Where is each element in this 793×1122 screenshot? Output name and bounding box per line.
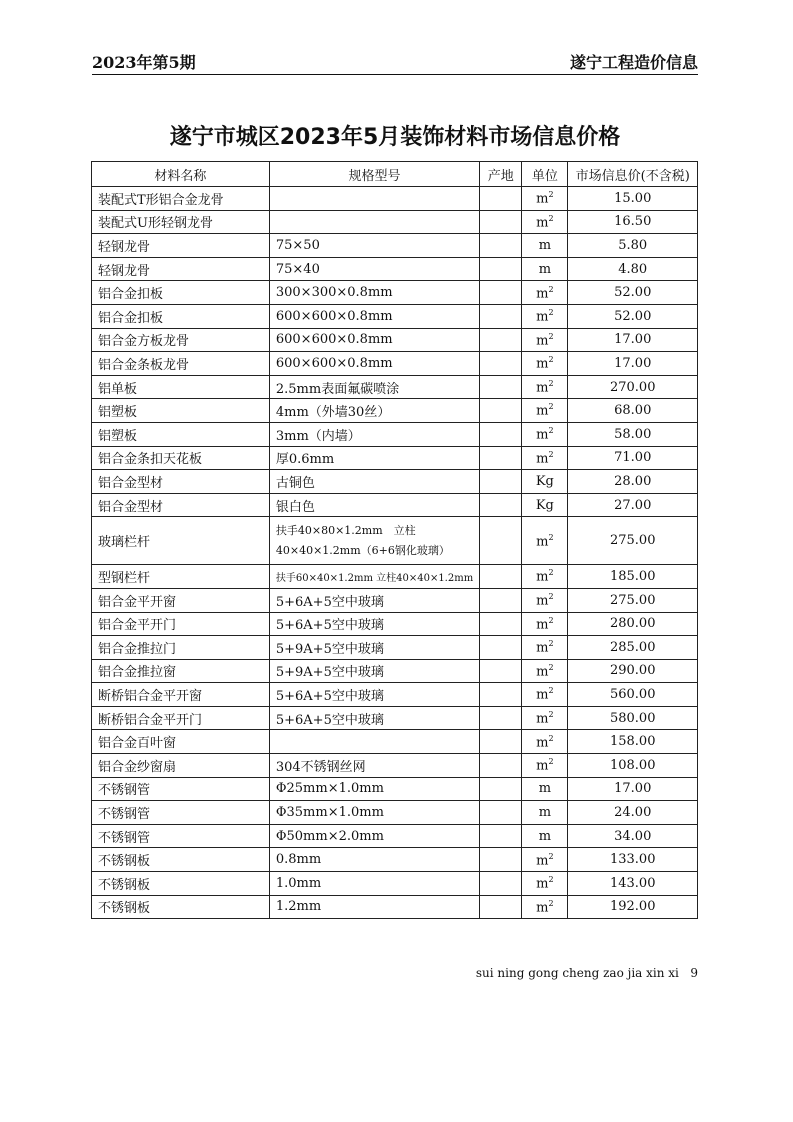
price-table-body <box>92 187 698 919</box>
material-name-cell: 装配式U形轻钢龙骨 <box>92 210 270 234</box>
material-name-cell: 型钢栏杆 <box>92 565 270 589</box>
price-cell: 24.00 <box>568 801 698 825</box>
unit-superscript: 2 <box>548 449 554 459</box>
origin-cell <box>480 588 522 612</box>
price-cell: 52.00 <box>568 281 698 305</box>
spec-cell: 5+9A+5空中玻璃 <box>269 659 479 683</box>
unit-cell <box>522 895 568 919</box>
unit-text: m <box>538 237 552 253</box>
table-row <box>92 895 698 919</box>
price-cell: 192.00 <box>568 895 698 919</box>
unit-superscript: 2 <box>548 378 554 388</box>
price-cell: 5.80 <box>568 234 698 258</box>
unit-text: m <box>536 616 549 632</box>
page-footer <box>476 966 698 980</box>
price-cell: 280.00 <box>568 612 698 636</box>
material-name-cell: 铝合金扣板 <box>92 304 270 328</box>
spec-cell: 1.2mm <box>269 895 479 919</box>
price-cell: 290.00 <box>568 659 698 683</box>
publication-name: 遂宁工程造价信息 <box>569 53 698 72</box>
unit-cell <box>522 375 568 399</box>
unit-cell <box>522 706 568 730</box>
price-cell: 68.00 <box>568 399 698 423</box>
unit-cell <box>522 612 568 636</box>
unit-text: m <box>536 640 549 656</box>
price-cell: 143.00 <box>568 872 698 896</box>
unit-text: m <box>538 828 552 844</box>
page-number: 9 <box>690 966 698 980</box>
unit-text: m <box>536 593 549 609</box>
price-cell: 27.00 <box>568 493 698 517</box>
spec-cell: Φ50mm×2.0mm <box>269 824 479 848</box>
spec-cell: 1.0mm <box>269 872 479 896</box>
unit-cell <box>522 636 568 660</box>
price-cell: 185.00 <box>568 565 698 589</box>
unit-superscript: 2 <box>548 532 554 542</box>
unit-superscript: 2 <box>548 757 554 767</box>
origin-cell <box>480 257 522 281</box>
price-cell: 133.00 <box>568 848 698 872</box>
origin-cell <box>480 824 522 848</box>
spec-cell <box>269 730 479 754</box>
price-cell: 108.00 <box>568 754 698 778</box>
unit-superscript: 2 <box>548 639 554 649</box>
spec-cell: 75×40 <box>269 257 479 281</box>
origin-cell <box>480 730 522 754</box>
table-row <box>92 565 698 589</box>
table-row <box>92 375 698 399</box>
unit-superscript: 2 <box>548 875 554 885</box>
material-name-cell: 铝合金推拉窗 <box>92 659 270 683</box>
unit-cell <box>522 777 568 801</box>
price-cell: 275.00 <box>568 517 698 565</box>
spec-cell: 5+6A+5空中玻璃 <box>269 612 479 636</box>
material-name-cell: 铝合金平开窗 <box>92 588 270 612</box>
table-row <box>92 636 698 660</box>
price-table <box>91 161 698 919</box>
origin-cell <box>480 636 522 660</box>
price-cell: 285.00 <box>568 636 698 660</box>
unit-cell <box>522 754 568 778</box>
material-name-cell: 不锈钢板 <box>92 848 270 872</box>
spec-cell: 5+9A+5空中玻璃 <box>269 636 479 660</box>
unit-text: m <box>536 333 549 349</box>
unit-cell <box>522 493 568 517</box>
spec-cell: 600×600×0.8mm <box>269 328 479 352</box>
price-cell: 270.00 <box>568 375 698 399</box>
table-row <box>92 399 698 423</box>
table-row <box>92 730 698 754</box>
price-cell: 58.00 <box>568 422 698 446</box>
column-header-price: 市场信息价(不含税) <box>568 162 698 187</box>
unit-text: m <box>536 734 549 750</box>
unit-cell <box>522 352 568 376</box>
unit-cell <box>522 234 568 258</box>
price-cell: 158.00 <box>568 730 698 754</box>
table-row <box>92 777 698 801</box>
unit-superscript: 2 <box>548 402 554 412</box>
spec-cell: 3mm（内墙） <box>269 422 479 446</box>
unit-text: m <box>536 215 549 231</box>
origin-cell <box>480 470 522 494</box>
price-cell: 275.00 <box>568 588 698 612</box>
unit-text: m <box>536 450 549 466</box>
origin-cell <box>480 517 522 565</box>
spec-cell: 古铜色 <box>269 470 479 494</box>
material-name-cell: 铝合金型材 <box>92 493 270 517</box>
table-row <box>92 659 698 683</box>
origin-cell <box>480 706 522 730</box>
material-name-cell: 不锈钢板 <box>92 872 270 896</box>
spec-cell: 75×50 <box>269 234 479 258</box>
unit-cell <box>522 187 568 211</box>
material-name-cell: 铝塑板 <box>92 422 270 446</box>
table-row <box>92 187 698 211</box>
spec-cell: 304不锈钢丝网 <box>269 754 479 778</box>
material-name-cell: 装配式T形铝合金龙骨 <box>92 187 270 211</box>
origin-cell <box>480 210 522 234</box>
unit-text: m <box>536 569 549 585</box>
price-cell: 17.00 <box>568 328 698 352</box>
price-cell: 4.80 <box>568 257 698 281</box>
unit-superscript: 2 <box>548 331 554 341</box>
unit-superscript: 2 <box>548 615 554 625</box>
unit-superscript: 2 <box>548 662 554 672</box>
unit-cell <box>522 683 568 707</box>
table-row <box>92 281 698 305</box>
origin-cell <box>480 754 522 778</box>
unit-cell <box>522 281 568 305</box>
unit-superscript: 2 <box>548 851 554 861</box>
unit-text: Kg <box>535 497 554 513</box>
spec-cell: 5+6A+5空中玻璃 <box>269 683 479 707</box>
price-cell: 17.00 <box>568 352 698 376</box>
unit-cell <box>522 848 568 872</box>
table-row <box>92 517 698 565</box>
column-header-unit: 单位 <box>522 162 568 187</box>
unit-text: Kg <box>535 473 554 489</box>
price-cell: 580.00 <box>568 706 698 730</box>
unit-cell <box>522 659 568 683</box>
price-cell: 52.00 <box>568 304 698 328</box>
material-name-cell: 铝合金条板龙骨 <box>92 352 270 376</box>
origin-cell <box>480 399 522 423</box>
table-row <box>92 304 698 328</box>
unit-superscript: 2 <box>548 213 554 223</box>
origin-cell <box>480 446 522 470</box>
unit-cell <box>522 824 568 848</box>
origin-cell <box>480 612 522 636</box>
unit-cell <box>522 730 568 754</box>
spec-cell <box>269 187 479 211</box>
price-cell: 28.00 <box>568 470 698 494</box>
origin-cell <box>480 328 522 352</box>
unit-text: m <box>536 852 549 868</box>
price-cell: 560.00 <box>568 683 698 707</box>
spec-cell: 2.5mm表面氟碳喷涂 <box>269 375 479 399</box>
price-cell: 16.50 <box>568 210 698 234</box>
table-header-row <box>92 162 698 187</box>
spec-cell: 厚0.6mm <box>269 446 479 470</box>
unit-text: m <box>536 403 549 419</box>
unit-text: m <box>536 191 549 207</box>
unit-text: m <box>536 427 549 443</box>
unit-cell <box>522 210 568 234</box>
table-row <box>92 683 698 707</box>
unit-text: m <box>538 781 552 797</box>
spec-cell: 银白色 <box>269 493 479 517</box>
unit-text: m <box>538 261 552 277</box>
origin-cell <box>480 848 522 872</box>
origin-cell <box>480 493 522 517</box>
unit-text: m <box>536 533 549 549</box>
table-row <box>92 801 698 825</box>
origin-cell <box>480 304 522 328</box>
unit-text: m <box>536 356 549 372</box>
page-title: 遂宁市城区2023年5月装饰材料市场信息价格 <box>169 125 621 150</box>
price-cell: 34.00 <box>568 824 698 848</box>
origin-cell <box>480 565 522 589</box>
spec-cell: 扶手40×80×1.2mm 立柱40×40×1.2mm（6+6钢化玻璃） <box>269 517 479 565</box>
unit-cell <box>522 304 568 328</box>
origin-cell <box>480 281 522 305</box>
unit-cell <box>522 422 568 446</box>
unit-text: m <box>536 687 549 703</box>
unit-superscript: 2 <box>548 710 554 719</box>
unit-text: m <box>536 380 549 396</box>
unit-cell <box>522 517 568 565</box>
origin-cell <box>480 375 522 399</box>
spec-cell: Φ35mm×1.0mm <box>269 801 479 825</box>
material-name-cell: 轻钢龙骨 <box>92 234 270 258</box>
unit-text: m <box>536 309 549 325</box>
unit-cell <box>522 872 568 896</box>
origin-cell <box>480 234 522 258</box>
origin-cell <box>480 872 522 896</box>
unit-text: m <box>536 664 549 680</box>
spec-cell: 600×600×0.8mm <box>269 352 479 376</box>
unit-superscript: 2 <box>548 898 554 908</box>
unit-superscript: 2 <box>548 190 554 200</box>
unit-text: m <box>538 805 552 821</box>
table-row <box>92 588 698 612</box>
unit-superscript: 2 <box>548 308 554 318</box>
material-name-cell: 不锈钢管 <box>92 801 270 825</box>
spec-cell: 300×300×0.8mm <box>269 281 479 305</box>
material-name-cell: 铝单板 <box>92 375 270 399</box>
material-name-cell: 断桥铝合金平开门 <box>92 706 270 730</box>
material-name-cell: 铝合金型材 <box>92 470 270 494</box>
material-name-cell: 铝合金条扣天花板 <box>92 446 270 470</box>
unit-superscript: 2 <box>548 568 554 578</box>
material-name-cell: 不锈钢板 <box>92 895 270 919</box>
price-cell: 17.00 <box>568 777 698 801</box>
spec-cell: 5+6A+5空中玻璃 <box>269 706 479 730</box>
material-name-cell: 铝合金方板龙骨 <box>92 328 270 352</box>
spec-cell: 0.8mm <box>269 848 479 872</box>
material-name-cell: 轻钢龙骨 <box>92 257 270 281</box>
material-name-cell: 不锈钢管 <box>92 824 270 848</box>
material-name-cell: 铝合金扣板 <box>92 281 270 305</box>
unit-cell <box>522 470 568 494</box>
material-name-cell: 断桥铝合金平开窗 <box>92 683 270 707</box>
spec-cell: Φ25mm×1.0mm <box>269 777 479 801</box>
unit-text: m <box>536 876 549 892</box>
spec-cell: 扶手60×40×1.2mm 立柱40×40×1.2mm <box>269 565 479 589</box>
table-row <box>92 210 698 234</box>
material-name-cell: 不锈钢管 <box>92 777 270 801</box>
header-rule <box>92 74 698 75</box>
unit-superscript: 2 <box>548 284 554 294</box>
material-name-cell: 铝合金平开门 <box>92 612 270 636</box>
unit-text: m <box>536 711 549 727</box>
unit-cell <box>522 588 568 612</box>
unit-cell <box>522 801 568 825</box>
unit-cell <box>522 328 568 352</box>
table-row <box>92 493 698 517</box>
unit-superscript: 2 <box>548 355 554 365</box>
unit-cell <box>522 446 568 470</box>
unit-cell <box>522 399 568 423</box>
origin-cell <box>480 422 522 446</box>
material-name-cell: 铝塑板 <box>92 399 270 423</box>
material-name-cell: 铝合金推拉门 <box>92 636 270 660</box>
spec-cell: 4mm（外墙30丝） <box>269 399 479 423</box>
table-row <box>92 234 698 258</box>
origin-cell <box>480 801 522 825</box>
unit-superscript: 2 <box>548 733 554 743</box>
spec-cell: 600×600×0.8mm <box>269 304 479 328</box>
table-row <box>92 754 698 778</box>
origin-cell <box>480 777 522 801</box>
column-header-spec: 规格型号 <box>269 162 479 187</box>
price-cell: 15.00 <box>568 187 698 211</box>
table-row <box>92 446 698 470</box>
unit-cell <box>522 565 568 589</box>
spec-cell: 5+6A+5空中玻璃 <box>269 588 479 612</box>
unit-text: m <box>536 900 549 916</box>
table-row <box>92 706 698 730</box>
origin-cell <box>480 683 522 707</box>
unit-text: m <box>536 758 549 774</box>
material-name-cell: 玻璃栏杆 <box>92 517 270 565</box>
issue-label: 2023年第5期 <box>92 53 196 72</box>
table-row <box>92 352 698 376</box>
table-row <box>92 872 698 896</box>
origin-cell <box>480 352 522 376</box>
unit-superscript: 2 <box>548 592 554 602</box>
table-row <box>92 824 698 848</box>
unit-text: m <box>536 285 549 301</box>
unit-superscript: 2 <box>548 426 554 436</box>
spec-cell <box>269 210 479 234</box>
material-name-cell: 铝合金百叶窗 <box>92 730 270 754</box>
unit-cell <box>522 257 568 281</box>
table-row <box>92 470 698 494</box>
column-header-origin: 产地 <box>480 162 522 187</box>
page-header <box>92 50 698 76</box>
material-name-cell: 铝合金纱窗扇 <box>92 754 270 778</box>
origin-cell <box>480 187 522 211</box>
origin-cell <box>480 895 522 919</box>
column-header-name: 材料名称 <box>92 162 270 187</box>
table-row <box>92 422 698 446</box>
table-row <box>92 257 698 281</box>
footer-text: sui ning gong cheng zao jia xin xi <box>475 966 679 980</box>
table-row <box>92 612 698 636</box>
unit-superscript: 2 <box>548 686 554 696</box>
origin-cell <box>480 659 522 683</box>
price-cell: 71.00 <box>568 446 698 470</box>
table-row <box>92 328 698 352</box>
table-row <box>92 848 698 872</box>
